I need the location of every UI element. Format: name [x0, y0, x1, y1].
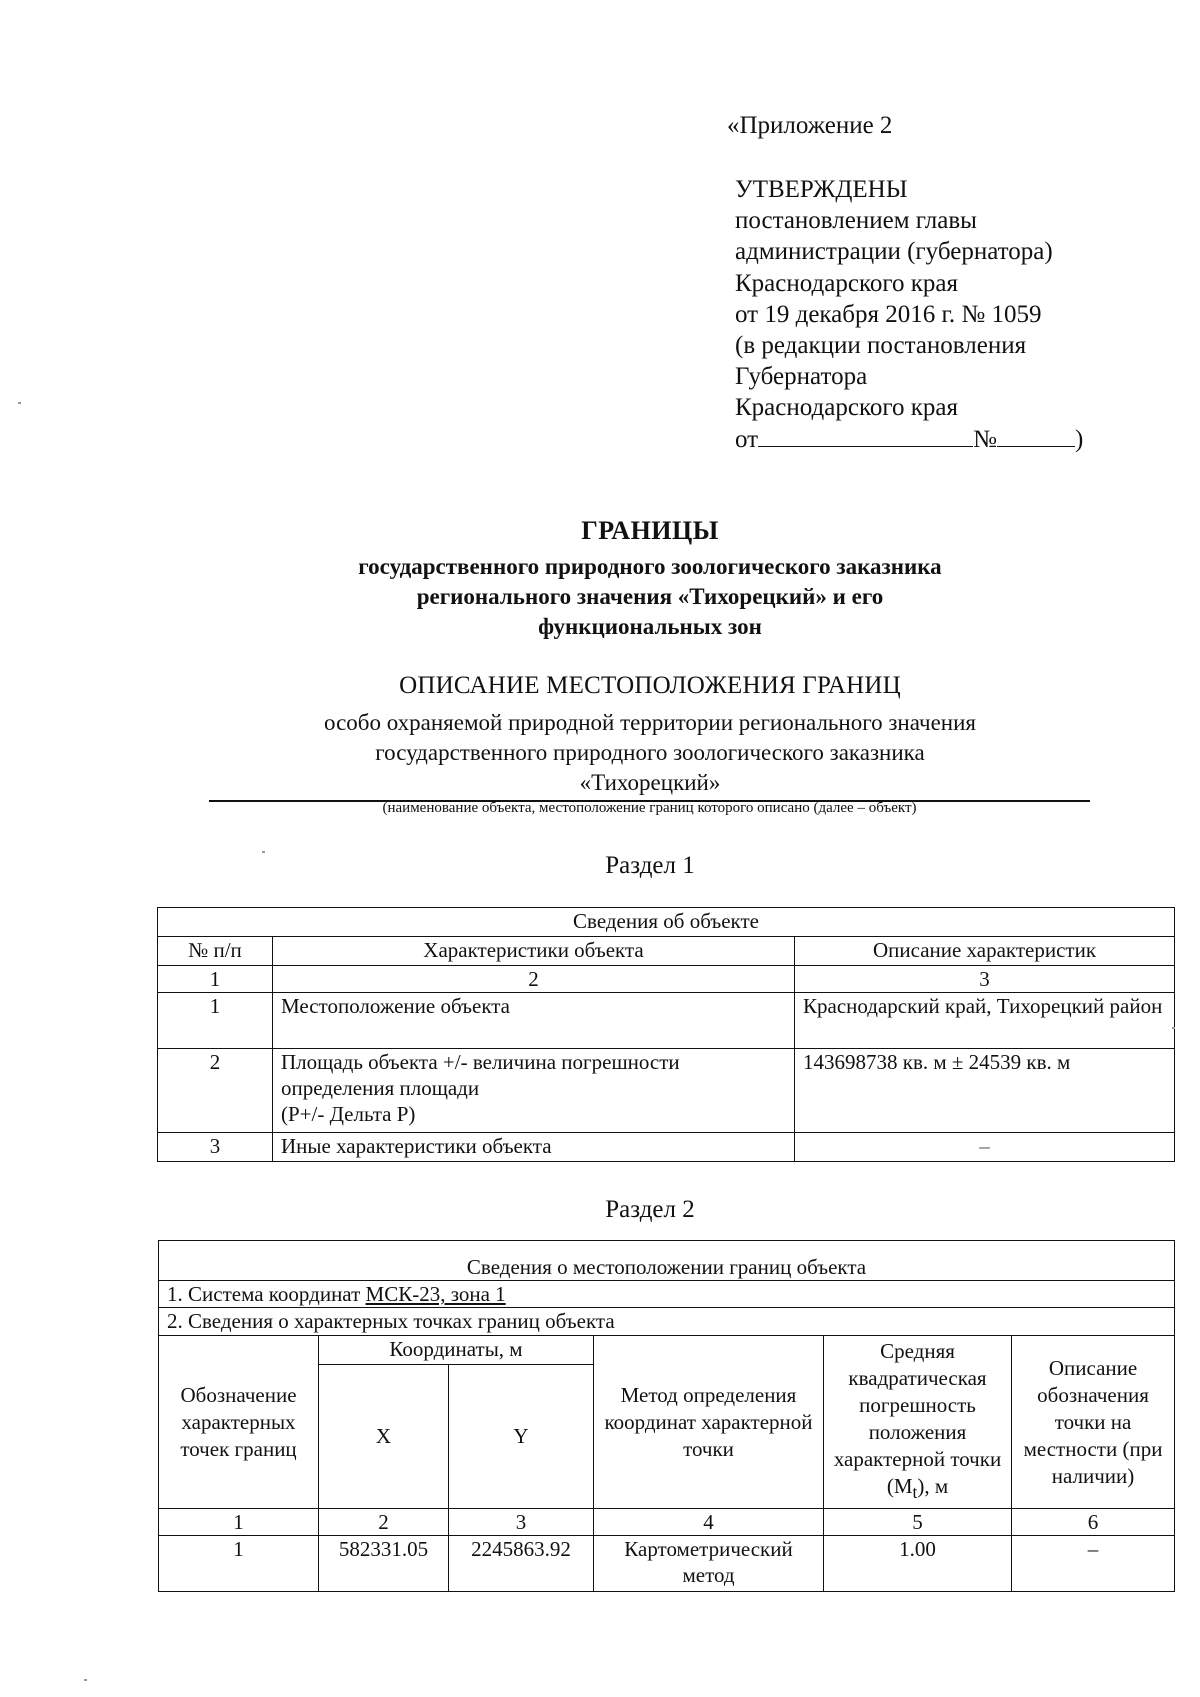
approval-line: Губернатора [735, 363, 868, 391]
description-line: государственного природного зоологического заказника [375, 740, 925, 765]
characteristic-cell: Местоположение объекта [273, 993, 795, 1049]
column-number: 5 [824, 1509, 1012, 1536]
header-error [824, 1336, 1012, 1509]
header-cell: № п/п [158, 937, 273, 966]
row-number: 1 [158, 993, 273, 1049]
section-1-title: Раздел 1 [605, 852, 695, 879]
characteristic-line: определения площади [281, 1076, 480, 1100]
description-lines [0, 708, 1200, 798]
subtitle-line: функциональных зон [538, 614, 762, 639]
header-cell: Характеристики объекта [273, 937, 795, 966]
x-cell: 582331.05 [319, 1536, 449, 1592]
scan-speck [84, 1679, 87, 1681]
coordinate-system-label: 1. Система координат [167, 1282, 366, 1306]
approval-line: Краснодарского края [735, 394, 958, 422]
scan-speck [262, 851, 265, 853]
description-line: «Тихорецкий» [579, 770, 721, 795]
description-cell: – [795, 1133, 1175, 1162]
subtitle-line: государственного природного зоологического заказника [358, 554, 942, 579]
description-line: особо охраняемой природной территории регионального значения [324, 710, 976, 735]
row-number: 2 [158, 1049, 273, 1133]
approval-line: (в редакции постановления [735, 331, 1027, 359]
coordinate-system-value: МСК-23, зона 1 [365, 1282, 506, 1306]
subtitle-line: регионального значения «Тихорецкий» и его [416, 584, 884, 609]
appendix-label: «Приложение 2 [727, 112, 893, 139]
object-info-table [157, 907, 1175, 1162]
approval-line: от 19 декабря 2016 г. № 1059 [735, 300, 1042, 328]
column-number: 1 [158, 966, 273, 993]
error-cell: 1.00 [824, 1536, 1012, 1592]
table-row [158, 1049, 1175, 1133]
point-cell: 1 [159, 1536, 319, 1592]
y-cell: 2245863.92 [449, 1536, 594, 1592]
document-subtitle [0, 552, 1200, 642]
approval-line: постановлением главы [735, 207, 977, 235]
approval-line: администрации (губернатора) [735, 238, 1053, 266]
header-error-text: Средняя квадратическая погрешность положения характерной точки (M [833, 1338, 1002, 1498]
table-row [158, 993, 1175, 1049]
coordinate-system-cell [159, 1281, 1175, 1308]
table-row [159, 1536, 1175, 1592]
header-x: X [319, 1365, 449, 1509]
coordinate-system-row [159, 1281, 1175, 1308]
boundary-points-table [158, 1240, 1175, 1592]
characteristic-cell: Иные характеристики объекта [273, 1133, 795, 1162]
column-number: 3 [795, 966, 1175, 993]
column-number: 3 [449, 1509, 594, 1536]
table-title-row [159, 1241, 1175, 1281]
table-title: Сведения об объекте [158, 908, 1175, 937]
column-number: 6 [1012, 1509, 1175, 1536]
header-y: Y [449, 1365, 594, 1509]
from-label: от [735, 425, 759, 453]
description-cell: Краснодарский край, Тихорецкий район [795, 993, 1175, 1049]
header-method: Метод определения координат характерной точки [594, 1336, 824, 1509]
approval-line: Краснодарского края [735, 269, 958, 297]
document-title: ГРАНИЦЫ [581, 516, 719, 545]
table-header-row [159, 1336, 1175, 1365]
characteristic-line: (P+/- Дельта P) [281, 1102, 416, 1126]
header-error-unit: ), м [917, 1473, 949, 1498]
description-cell: – [1012, 1536, 1175, 1592]
table-title-row [158, 908, 1175, 937]
description-heading: ОПИСАНИЕ МЕСТОПОЛОЖЕНИЯ ГРАНИЦ [399, 672, 901, 699]
header-description: Описание обозначения точки на местности (при наличии) [1012, 1336, 1175, 1509]
number-label: № [973, 425, 997, 453]
header-cell: Описание характеристик [795, 937, 1175, 966]
method-cell: Картометрический метод [594, 1536, 824, 1592]
row-number: 3 [158, 1133, 273, 1162]
description-note: (наименование объекта, местоположение границ которого описано (далее – объект) [382, 800, 917, 816]
header-designation: Обозначение характерных точек границ [159, 1336, 319, 1509]
column-number: 4 [594, 1509, 824, 1536]
characteristic-line: Площадь объекта +/- величина погрешности [281, 1050, 680, 1074]
column-number: 2 [273, 966, 795, 993]
table-header-row [158, 937, 1175, 966]
header-coordinates: Координаты, м [319, 1336, 594, 1365]
number-blank [997, 428, 1075, 447]
date-blank [758, 428, 973, 447]
closing-paren: ) [1074, 425, 1084, 453]
scan-speck [18, 402, 21, 404]
column-number: 1 [159, 1509, 319, 1536]
points-title-row [159, 1308, 1175, 1336]
header-error-subscript: t [912, 1482, 918, 1503]
table-title: Сведения о местоположении границ объекта [159, 1241, 1175, 1281]
points-title: 2. Сведения о характерных точках границ объекта [159, 1308, 1175, 1336]
table-row [158, 1133, 1175, 1162]
approval-title: УТВЕРЖДЕНЫ [735, 176, 908, 203]
column-number-row [158, 966, 1175, 993]
column-number-row [159, 1509, 1175, 1536]
section-2-title: Раздел 2 [605, 1196, 695, 1223]
approval-block [735, 174, 1083, 455]
characteristic-cell [273, 1049, 795, 1133]
description-cell: 143698738 кв. м ± 24539 кв. м [795, 1049, 1175, 1133]
column-number: 2 [319, 1509, 449, 1536]
scan-speck [1172, 1027, 1175, 1029]
approval-signature-line [735, 424, 1083, 455]
